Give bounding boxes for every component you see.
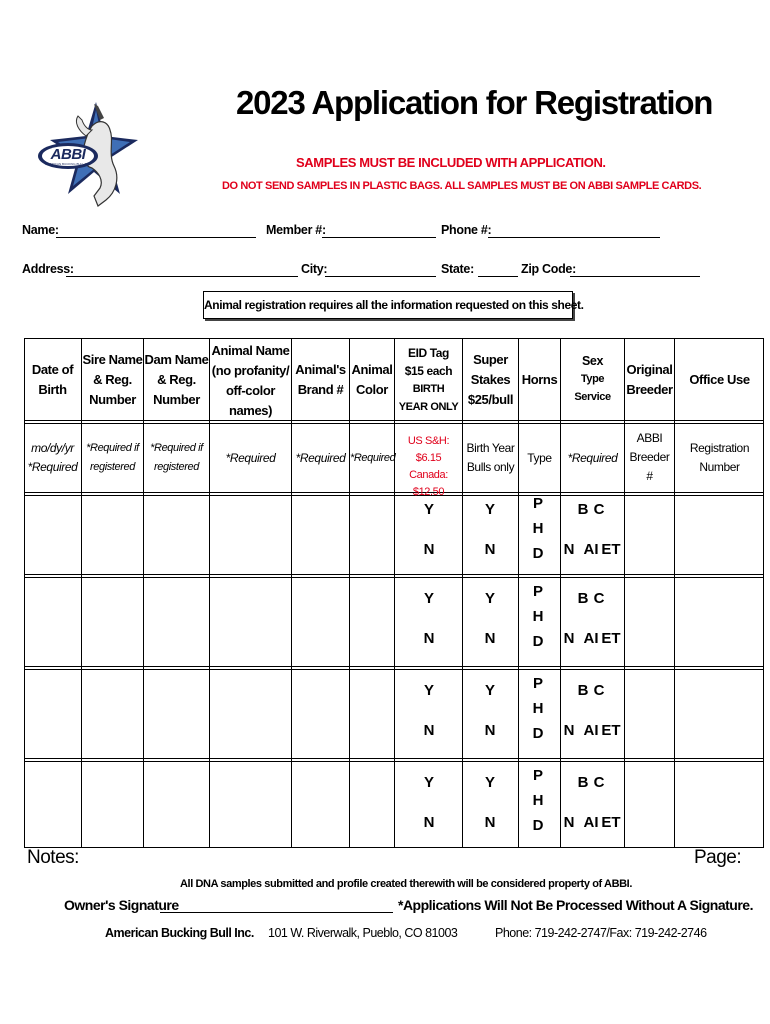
signature-requirement-note: *Applications Will Not Be Processed Without A Signature. xyxy=(398,897,753,913)
page-title: 2023 Application for Registration xyxy=(236,84,713,121)
header-color: Animal Color xyxy=(351,362,393,397)
sex-cow-option[interactable]: C xyxy=(593,682,605,699)
registration-table xyxy=(24,338,764,848)
header-original-breeder: Original Breeder xyxy=(626,362,673,397)
eid-yes-option[interactable]: Y xyxy=(423,501,434,518)
service-natural-option[interactable]: N xyxy=(563,541,575,558)
member-field[interactable] xyxy=(322,237,436,238)
phone-field[interactable] xyxy=(488,237,660,238)
horns-polled-option[interactable]: P xyxy=(532,583,543,600)
horns-polled-option[interactable]: P xyxy=(532,675,543,692)
eid-yes-option[interactable]: Y xyxy=(423,774,434,791)
header-horns: Horns xyxy=(521,372,558,387)
header-brand: Animal's Brand # xyxy=(295,362,346,397)
service-ai-option[interactable]: AI xyxy=(583,814,599,831)
horns-dehorned-option[interactable]: D xyxy=(532,545,544,562)
sex-bull-option[interactable]: B xyxy=(577,682,589,699)
sex-cow-option[interactable]: C xyxy=(593,501,605,518)
abbi-logo xyxy=(34,96,138,210)
service-natural-option[interactable]: N xyxy=(563,722,575,739)
registration-notice: Animal registration requires all the information requested on this sheet. xyxy=(203,291,573,319)
super-yes-option[interactable]: Y xyxy=(484,682,495,699)
subheader-brand-required: *Required xyxy=(295,451,346,465)
samples-warning: SAMPLES MUST BE INCLUDED WITH APPLICATION. xyxy=(296,155,606,170)
service-et-option[interactable]: ET xyxy=(601,722,621,739)
sex-cow-option[interactable]: C xyxy=(593,590,605,607)
super-yes-option[interactable]: Y xyxy=(484,774,495,791)
service-natural-option[interactable]: N xyxy=(563,630,575,647)
city-field[interactable] xyxy=(325,276,436,277)
eid-no-option[interactable]: N xyxy=(423,630,435,647)
member-label: Member #: xyxy=(266,223,326,237)
service-ai-option[interactable]: AI xyxy=(583,541,599,558)
service-natural-option[interactable]: N xyxy=(563,814,575,831)
subheader-dam-required: *Required if registered xyxy=(150,442,203,473)
header-date-of-birth: Date of Birth xyxy=(31,362,74,397)
phone-label: Phone #: xyxy=(441,223,492,237)
city-label: City: xyxy=(301,262,328,276)
eid-no-option[interactable]: N xyxy=(423,541,435,558)
horns-horned-option[interactable]: H xyxy=(532,608,544,625)
horns-polled-option[interactable]: P xyxy=(532,767,543,784)
owner-signature-label: Owner's Signature xyxy=(64,897,179,913)
service-et-option[interactable]: ET xyxy=(601,541,621,558)
sex-cow-option[interactable]: C xyxy=(593,774,605,791)
address-label: Address: xyxy=(22,262,74,276)
owner-signature-field[interactable] xyxy=(160,912,393,913)
service-ai-option[interactable]: AI xyxy=(583,722,599,739)
subheader-birth-year: Birth Year Bulls only xyxy=(466,441,515,474)
subheader-shipping-fees: US S&H: $6.15 Canada: $12.50 xyxy=(407,435,450,498)
horns-horned-option[interactable]: H xyxy=(532,700,544,717)
header-sex: Sex Type Service xyxy=(574,354,611,403)
zip-field[interactable] xyxy=(570,276,700,277)
header-eid-tag: EID Tag $15 each BIRTH YEAR ONLY xyxy=(398,346,459,413)
service-et-option[interactable]: ET xyxy=(601,630,621,647)
subheader-horns-type: Type xyxy=(527,451,552,465)
service-et-option[interactable]: ET xyxy=(601,814,621,831)
horns-dehorned-option[interactable]: D xyxy=(532,725,544,742)
notes-label: Notes: xyxy=(27,847,79,868)
subheader-name-required: *Required xyxy=(225,451,276,465)
subheader-breeder-number: ABBI Breeder # xyxy=(629,431,670,483)
subheader-color-required: *Required xyxy=(350,452,396,464)
table-grid-lines xyxy=(24,338,764,848)
sex-bull-option[interactable]: B xyxy=(577,590,589,607)
sex-bull-option[interactable]: B xyxy=(577,501,589,518)
eid-no-option[interactable]: N xyxy=(423,722,435,739)
address-field[interactable] xyxy=(66,276,298,277)
sex-bull-option[interactable]: B xyxy=(577,774,589,791)
header-dam-name: Dam Name & Reg. Number xyxy=(144,352,209,407)
super-yes-option[interactable]: Y xyxy=(484,590,495,607)
page-label: Page: xyxy=(694,847,742,868)
company-phone-fax: Phone: 719-242-2747/Fax: 719-242-2746 xyxy=(495,926,707,940)
dna-property-notice: All DNA samples submitted and profile created therewith will be considered property of ABBI. xyxy=(180,878,632,890)
horns-horned-option[interactable]: H xyxy=(532,792,544,809)
state-label: State: xyxy=(441,262,474,276)
super-no-option[interactable]: N xyxy=(484,814,496,831)
name-label: Name: xyxy=(22,223,59,237)
subheader-date-format: mo/dy/yr *Required xyxy=(27,441,78,474)
horns-polled-option[interactable]: P xyxy=(532,495,543,512)
subheader-registration-number: Registration Number xyxy=(689,441,750,474)
eid-yes-option[interactable]: Y xyxy=(423,682,434,699)
header-super-stakes: Super Stakes $25/bull xyxy=(467,352,514,407)
header-animal-name: Animal Name (no profanity/ off-color names) xyxy=(211,343,290,418)
horns-dehorned-option[interactable]: D xyxy=(532,633,544,650)
eid-no-option[interactable]: N xyxy=(423,814,435,831)
subheader-sex-required: *Required xyxy=(567,451,618,465)
super-yes-option[interactable]: Y xyxy=(484,501,495,518)
header-sire-name: Sire Name & Reg. Number xyxy=(82,352,143,407)
subheader-sire-required: *Required if registered xyxy=(86,442,139,473)
horns-dehorned-option[interactable]: D xyxy=(532,817,544,834)
plastic-bags-warning: DO NOT SEND SAMPLES IN PLASTIC BAGS. ALL SAMPLES MUST BE ON ABBI SAMPLE CARDS. xyxy=(222,180,702,192)
zip-label: Zip Code: xyxy=(521,262,576,276)
super-no-option[interactable]: N xyxy=(484,541,496,558)
state-field[interactable] xyxy=(478,276,518,277)
header-office-use: Office Use xyxy=(689,372,750,387)
logo-text: ABBI xyxy=(50,146,86,163)
company-address: 101 W. Riverwalk, Pueblo, CO 81003 xyxy=(268,926,458,940)
company-name: American Bucking Bull Inc. xyxy=(105,926,254,940)
logo-subtext: AMERICAN BUCKING BULL INC. xyxy=(45,162,91,166)
name-field[interactable] xyxy=(56,237,256,238)
service-ai-option[interactable]: AI xyxy=(583,630,599,647)
super-no-option[interactable]: N xyxy=(484,630,496,647)
eid-yes-option[interactable]: Y xyxy=(423,590,434,607)
horns-horned-option[interactable]: H xyxy=(532,520,544,537)
super-no-option[interactable]: N xyxy=(484,722,496,739)
